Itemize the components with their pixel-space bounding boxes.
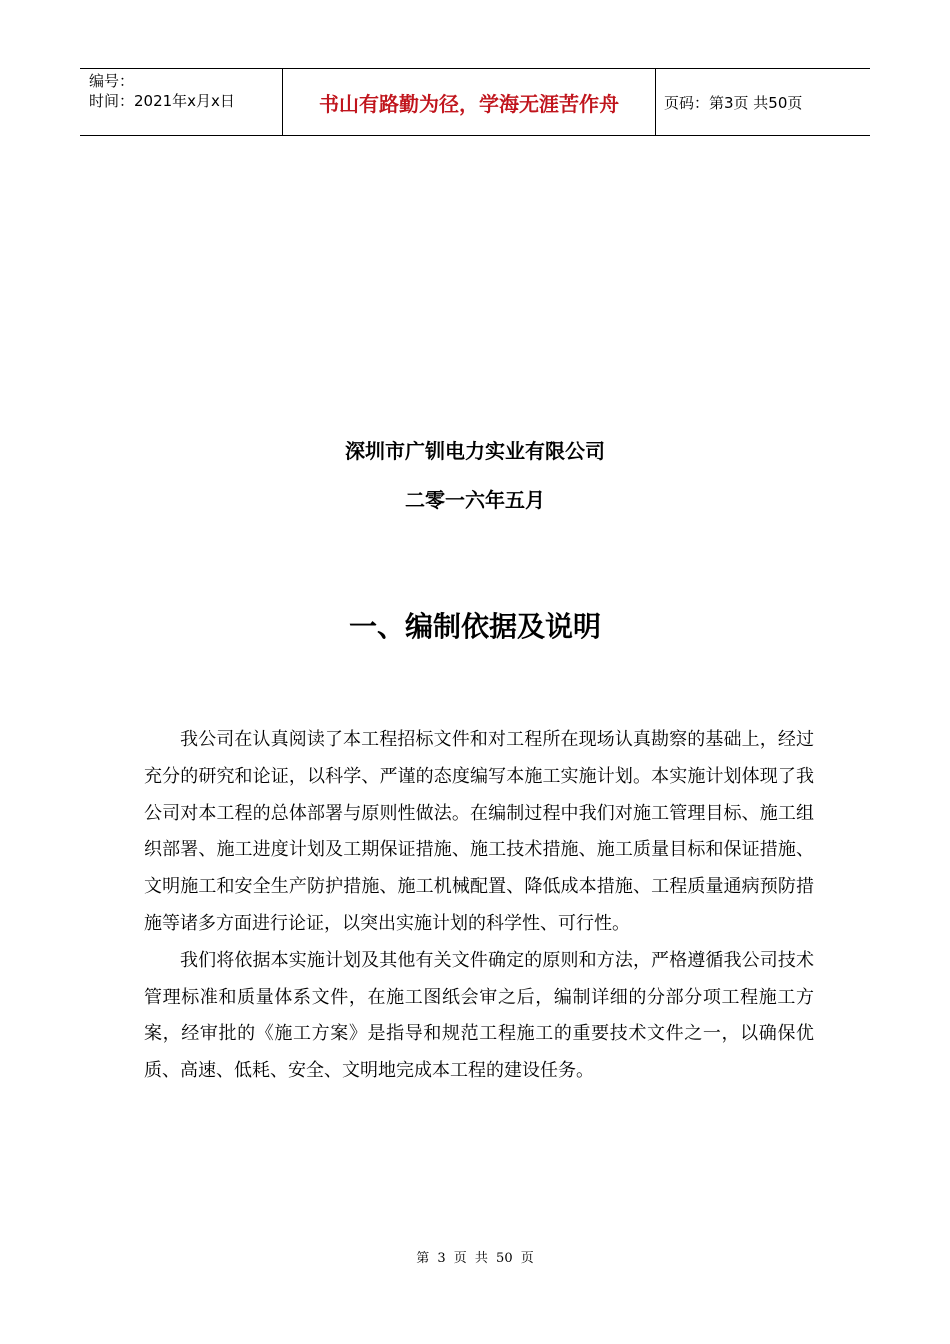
number-label: 编号： [89,72,135,90]
time-label: 时间：2021年x月x日 [89,92,235,110]
paragraph-2: 我们将依据本实施计划及其他有关文件确定的原则和方法，严格遵循我公司技术管理标准和质量体系文件，在施工图纸会审之后，编制详细的分部分项工程施工方案，经审批的《施工方案》是指导和规范工程施工的重要技术文件之一，以确保优质、高速、低耗、安全、文明地完成本工程的建设任务。 [144,949,814,1082]
section-title: 一、编制依据及说明 [348,610,601,643]
page-footer: 第 3 页 共 50 页 [416,1251,534,1266]
page-header [80,68,870,136]
header-page-info [656,69,870,135]
header-meta [80,69,282,135]
header-motto [282,69,656,135]
motto-text: 书山有路勤为径，学海无涯苦作舟 [319,91,619,116]
document-date: 二零一六年五月 [405,488,545,512]
company-name: 深圳市广钏电力实业有限公司 [345,439,605,463]
paragraph-1: 我公司在认真阅读了本工程招标文件和对工程所在现场认真勘察的基础上，经过充分的研究和论证，以科学、严谨的态度编写本施工实施计划。本实施计划体现了我公司对本工程的总体部署与原则性做法。在编制过程中我们对施工管理目标、施工组织部署、施工进度计划及工期保证措施、施工技术措施、施工质量目标和保证措施、文明施工和安全生产防护措施、施工机械配置、降低成本措施、工程质量通病预防措施等诸多方面进行论证，以突出实施计划的科学性、可行性。 [144,729,814,934]
page-label: 页码：第3页 共50页 [664,93,803,112]
body-text [144,722,814,1090]
